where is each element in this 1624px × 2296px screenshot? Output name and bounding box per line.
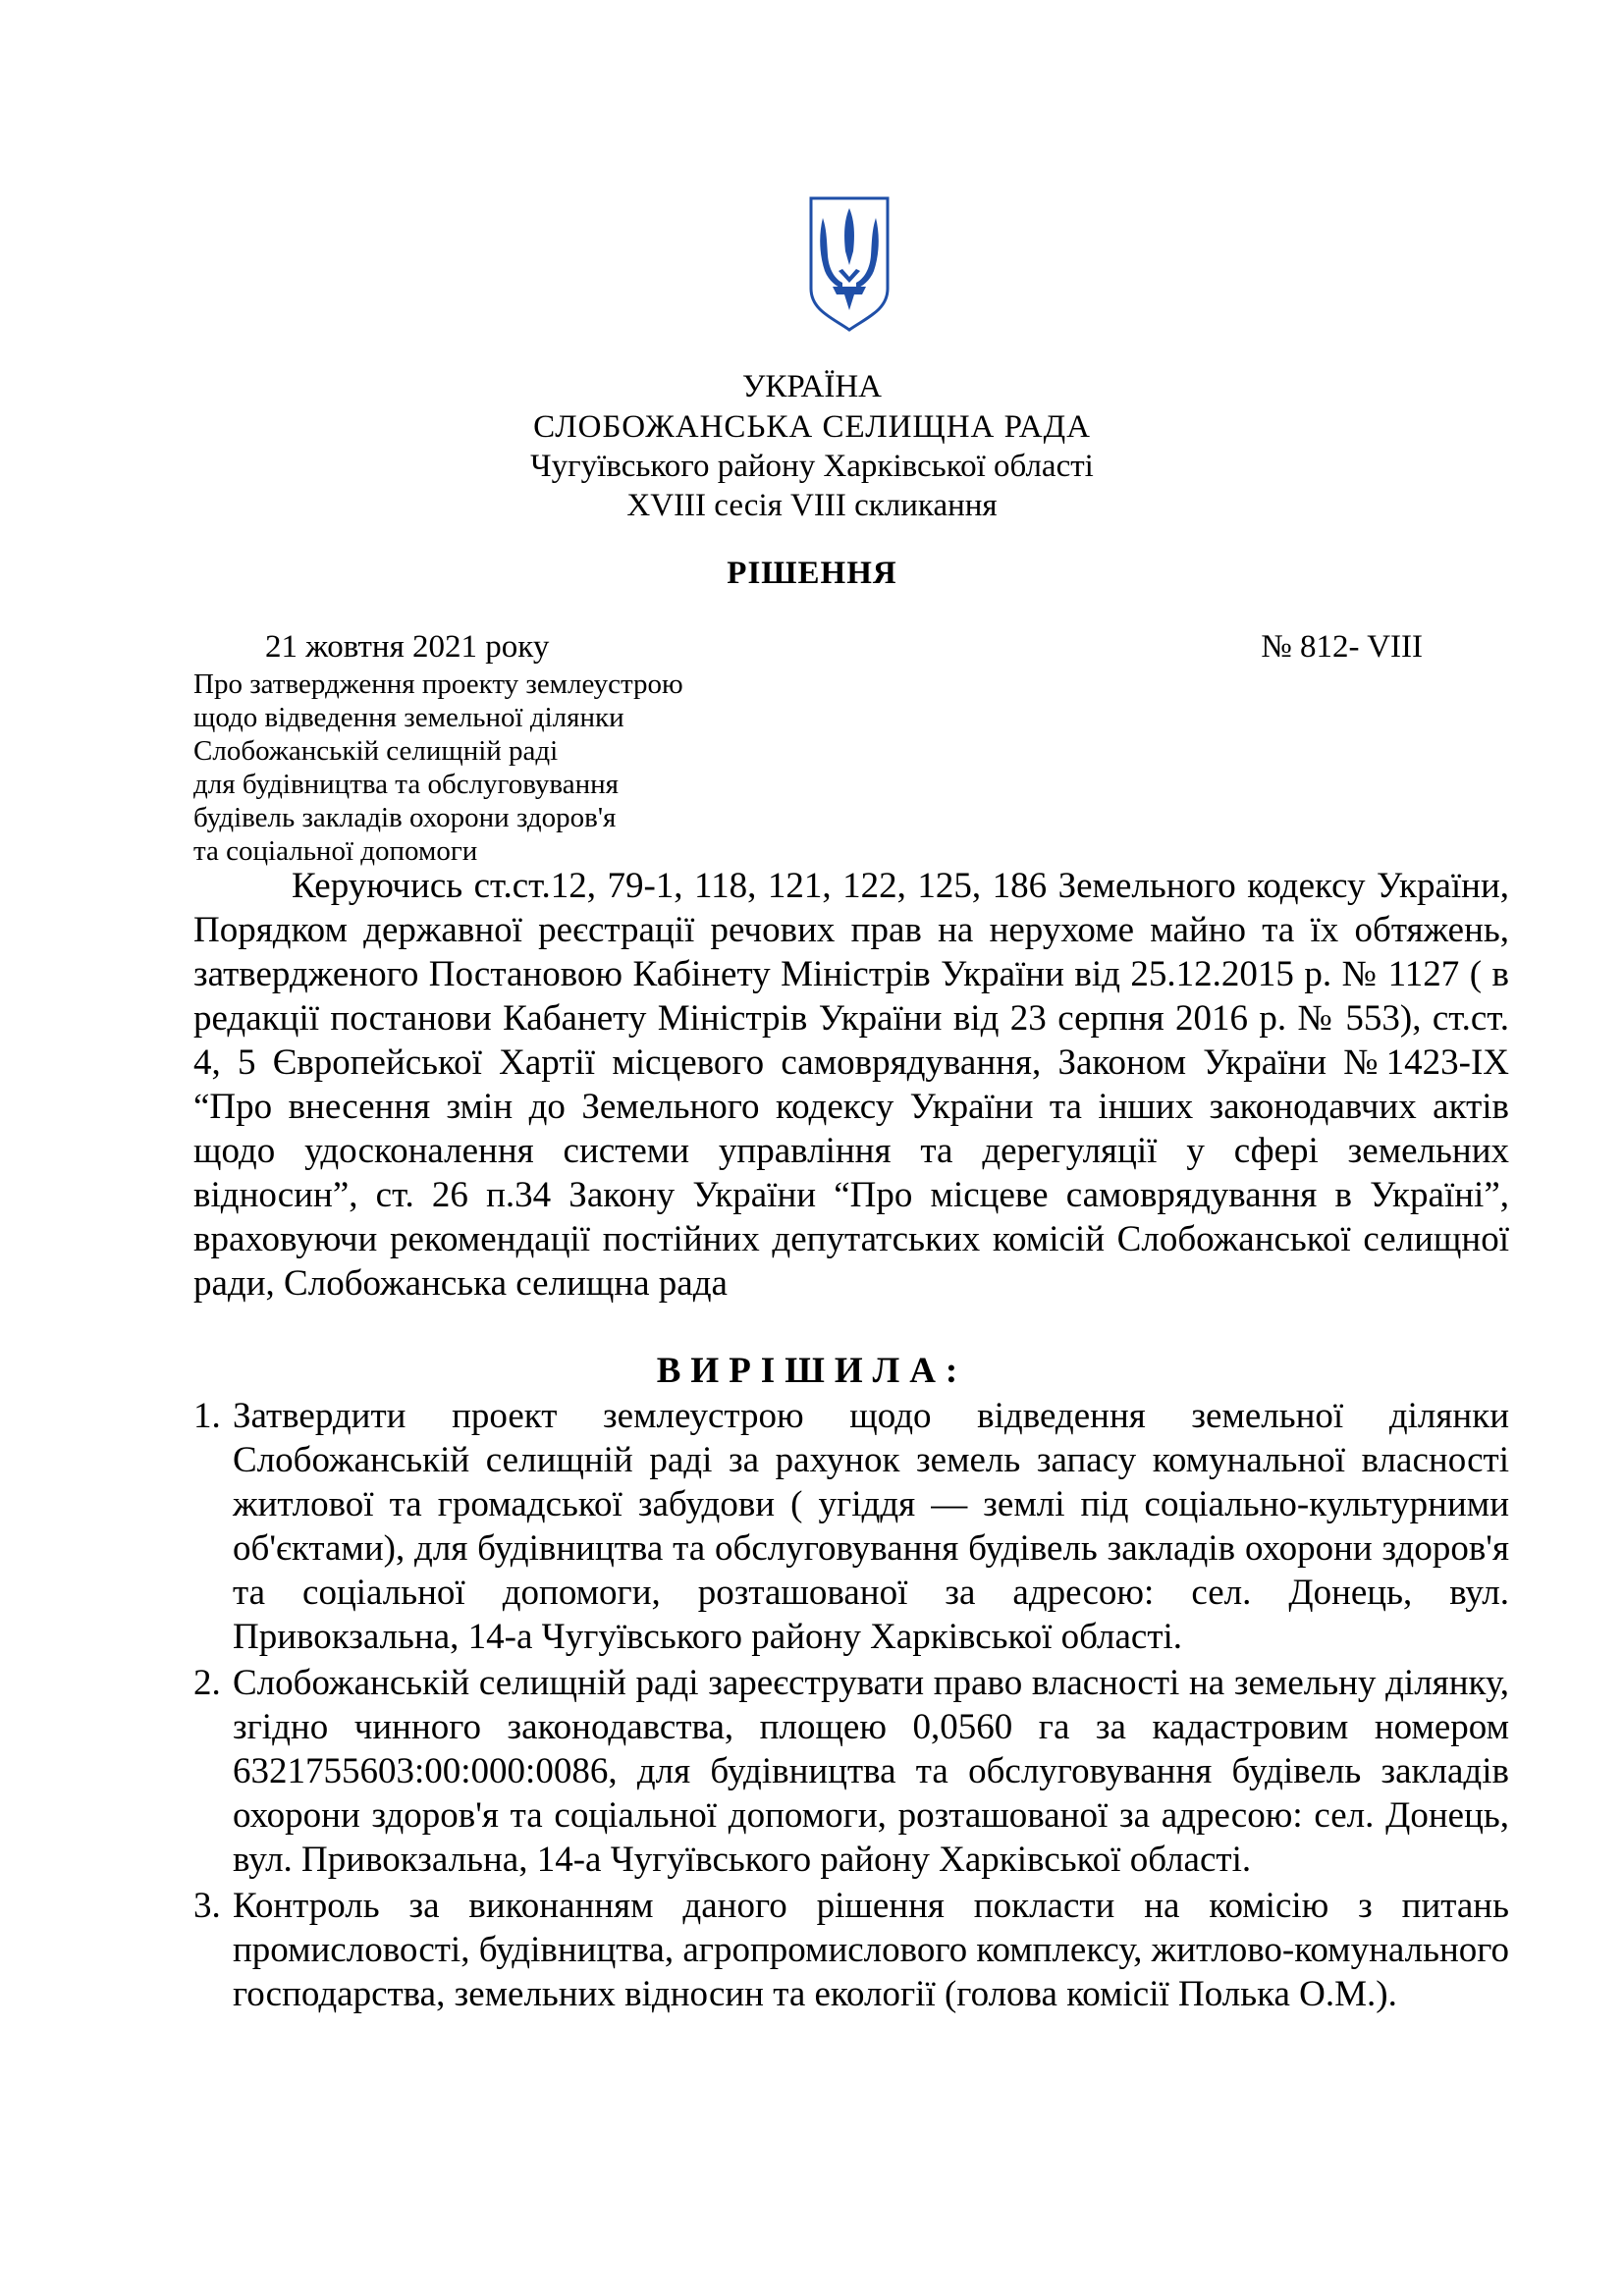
decision-date: 21 жовтня 2021 року — [265, 629, 550, 665]
session-info: XVIII сесія VIII скликання — [626, 488, 998, 523]
decision-list — [193, 1394, 1509, 2018]
decision-item-number: 2. — [193, 1663, 221, 1703]
subject-line: для будівництва та обслуговування — [193, 769, 619, 800]
decision-item-number: 1. — [193, 1396, 221, 1436]
subject-line: Слобожанській селищній раді — [193, 735, 559, 767]
decided-heading: ВИРІШИЛА: — [656, 1351, 968, 1391]
preamble-paragraph: Керуючись ст.ст.12, 79-1, 118, 121, 122, 125, 186 Земельного кодексу України, Порядком державної реєстрації речових прав на нерухоме майно та їх обтяжень, затвердженого Постановою Кабінету Міністрів України від 25.12.2015 р. № 1127 ( в редакції постанови Кабанету Міністрів України від 23 серпня 2016 р. № 553), ст.ст. 4, 5 Європейської Хартії місцевого самоврядування, Законом України №1423-IX “Про внесення змін до Земельного кодексу України та інших законодавчих актів щодо удосконалення системи управління та дерегуляції у сфері земельних відносин”, ст. 26 п.34 Закону України “Про місцеве самоврядування в Україні”, враховуючи рекомендації постійних депутатських комісій Слобожанської селищної ради, Слобожанська селищна рада — [193, 866, 1509, 1304]
decision-item-text: Затвердити проект землеустрою щодо відведення земельної ділянки Слобожанській селищній раді за рахунок земель запасу комунальної власності житлової та громадської забудови ( угіддя — землі під соціально-культурними об'єктами), для будівництва та обслуговування будівель закладів охорони здоров'я та соціальної допомоги, розташованої за адресою: сел. Донець, вул. Привокзальна, 14-а Чугуївського району Харківської області. — [233, 1396, 1509, 1657]
country-name: УКРАЇНА — [742, 369, 882, 404]
decision-number: № 812- VIII — [1261, 629, 1423, 665]
subject-line: щодо відведення земельної ділянки — [193, 702, 624, 733]
document-type-title: РІШЕННЯ — [727, 556, 897, 591]
district-name: Чугуївського району Харківської області — [530, 449, 1094, 484]
subject-line: Про затвердження проекту землеустрою — [193, 668, 683, 700]
decision-item — [193, 1394, 1509, 1659]
trident-coat-of-arms-icon — [805, 194, 893, 332]
subject-line: будівель закладів охорони здоров'я — [193, 802, 617, 833]
decision-item — [193, 1661, 1509, 1882]
council-name: СЛОБОЖАНСЬКА СЕЛИЩНА РАДА — [533, 409, 1091, 445]
decision-item-text: Контроль за виконанням даного рішення покласти на комісію з питань промисловості, будівництва, агропромислового комплексу, житлово-комунального господарства, земельних відносин та екології (голова комісії Полька О.М.). — [233, 1886, 1510, 2014]
subject-line: та соціальної допомоги — [193, 835, 478, 867]
decision-item — [193, 1884, 1509, 2016]
decision-item-text: Слобожанській селищній раді зареєструвати право власності на земельну ділянку, згідно чинного законодавства, площею 0,0560 га за кадастровим номером 6321755603:00:000:0086, для будівництва та обслуговування будівель закладів охорони здоров'я та соціальної допомоги, розташованої за адресою: сел. Донець, вул. Привокзальна, 14-а Чугуївського району Харківської області. — [233, 1663, 1509, 1880]
decision-item-number: 3. — [193, 1886, 221, 1926]
decision-subject — [193, 667, 881, 868]
